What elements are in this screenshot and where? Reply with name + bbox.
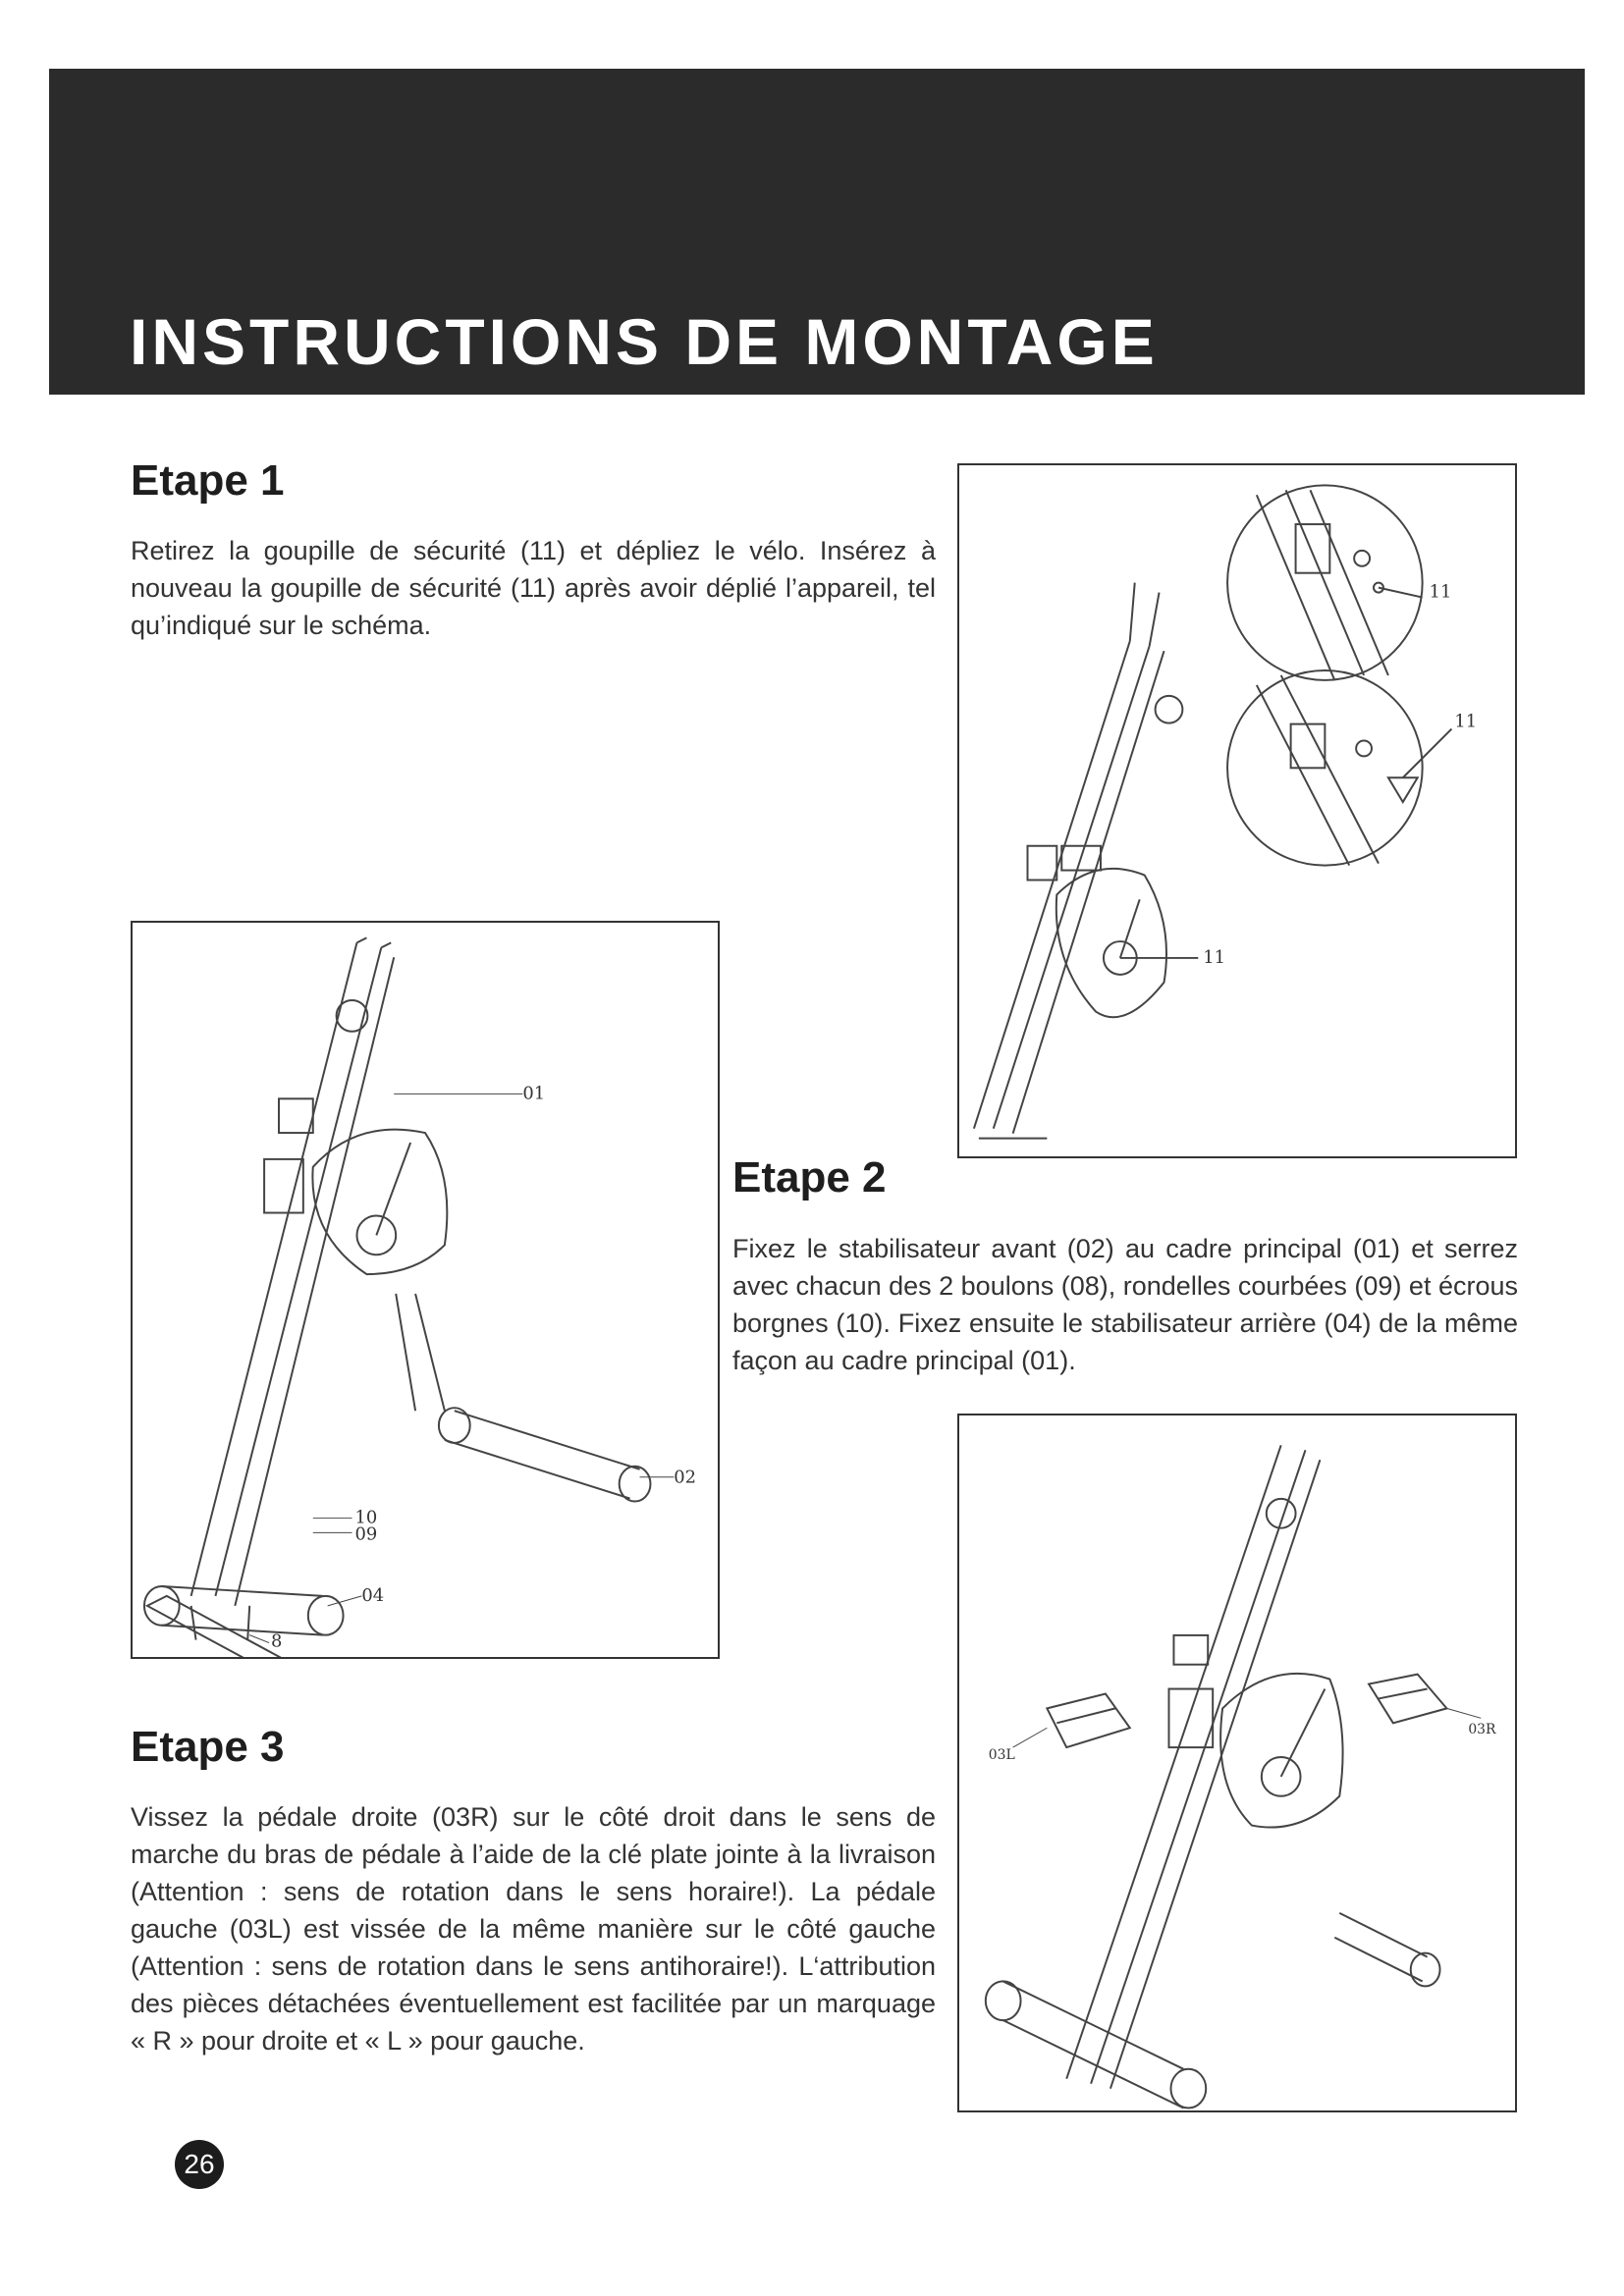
page-header (49, 69, 1585, 395)
figure-step-2 (131, 921, 720, 1659)
label-washer: 09 (354, 1523, 378, 1545)
step-2-diagram (133, 923, 718, 1657)
figure-step-1 (957, 463, 1517, 1158)
label-pin-main: 11 (1203, 946, 1225, 968)
step-1-title: Etape 1 (131, 456, 285, 505)
page-title: INSTRUCTIONS DE MONTAGE (130, 305, 1159, 378)
page-number: 26 (175, 2140, 224, 2189)
label-nut: 10 (354, 1507, 378, 1528)
label-pin-top: 11 (1429, 581, 1452, 603)
label-frame: 01 (522, 1083, 546, 1104)
step-1-text: Retirez la goupille de sécurité (11) et dépliez le vélo. Insérez à nouveau la goupille de sécurité (11) après avoir déplié l’appareil, tel qu’indiqué sur le schéma. (131, 536, 936, 640)
figure-step-3 (957, 1414, 1517, 2112)
label-front-stabiliser: 02 (674, 1467, 697, 1488)
label-pedal-right: 03R (1468, 1722, 1496, 1738)
step-3-text: Vissez la pédale droite (03R) sur le côté droit dans le sens de marche du bras de pédale à l’aide de la clé plate jointe à la livraison (Attention : sens de rotation dans le sens horaire!). La pédale gauche (03L) est vissée de la même manière sur le côté gauche (Attention : sens de rotation dans le sens antihoraire!). L‘attribution des pièces détachées éventuellement est facilitée par un marquage « R » pour droite et « L » pour gauche. (131, 1802, 936, 2056)
label-pedal-left: 03L (988, 1747, 1015, 1764)
label-rear-stabiliser: 04 (361, 1584, 385, 1606)
step-3-title: Etape 3 (131, 1723, 285, 1771)
step-3-diagram (959, 1415, 1515, 2110)
step-2-title: Etape 2 (732, 1153, 887, 1201)
step-1-diagram (959, 465, 1515, 1156)
step-2-text: Fixez le stabilisateur avant (02) au cadre principal (01) et serrez avec chacun des 2 boulons (08), rondelles courbées (09) et écrous borgnes (10). Fixez ensuite le stabilisateur arrière (04) de la même façon au cadre principal (01). (732, 1234, 1518, 1375)
label-pin-mid: 11 (1454, 711, 1478, 732)
label-bolt: 8 (271, 1630, 283, 1652)
